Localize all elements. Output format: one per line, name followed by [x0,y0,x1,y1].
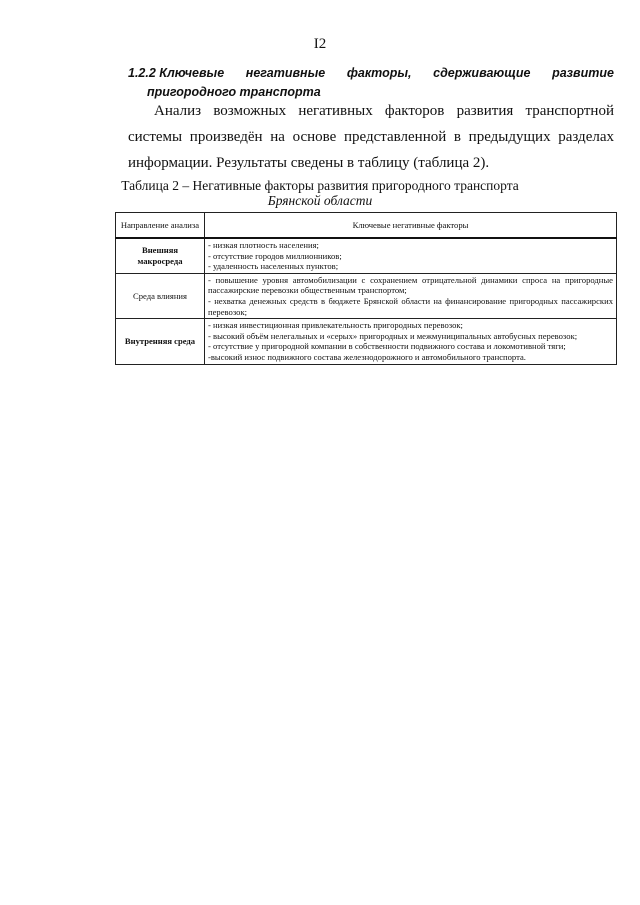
section-heading [128,64,614,102]
factor-item: - отсутствие городов миллионников; [208,250,342,261]
page-number: I2 [313,36,327,52]
heading-word: 1.2.2 Ключевые [128,66,225,80]
table-caption [0,178,640,208]
table-caption-subtitle: Брянской области [267,193,373,208]
factor-item: - отсутствие у пригородной компании в собственности подвижного состава и локомотивной тяги; [208,341,566,352]
factor-item: - низкая инвестиционная привлекательность пригородных перевозок; [208,320,463,331]
factor-item: - повышение уровня автомобилизации с сохранением отрицательной динамики спроса на пригородные пассажирские перевозки общественным транспортом; [208,274,613,296]
factor-item: - нехватка денежных средств в бюджете Брянской области на финансирование пригородных пассажирских перевозок; [208,295,613,317]
factor-item: - высокий объём нелегальных и «серых» пригородных и межмуниципальных автобусных перевозок; [208,330,578,341]
factors-cell [205,273,617,318]
heading-word: развитие [552,66,614,80]
factors-cell [205,319,617,364]
factor-item: - удаленность населенных пунктов; [208,261,339,272]
paragraph-line: Анализ возможных негативных факторов развития транспортной [154,103,614,119]
area-cell: Среда влияния [116,273,205,318]
area-cell: Внешняя макросреда [116,238,205,273]
factor-item: - низкая плотность населения; [208,240,319,250]
paragraph-line: системы произведён на основе представленной в предыдущих разделах [128,129,614,145]
table-caption-title: Таблица 2 – Негативные факторы развития пригородного транспорта [121,178,519,193]
table-row [116,238,617,273]
factors-cell [205,238,617,273]
table-row [116,319,617,364]
area-cell: Внутренняя среда [116,319,205,364]
paragraph-line: информации. Результаты сведены в таблицу (таблица 2). [128,155,490,171]
heading-line2: пригородного транспорта [147,85,321,99]
factors-table [115,212,617,365]
table-header-row [116,213,617,239]
factor-item: -высокий износ подвижного состава железнодорожного и автомобильного транспорта. [208,351,526,362]
table-row [116,273,617,318]
heading-word: негативные [245,66,326,80]
heading-word: сдерживающие [433,66,531,80]
header-area: Направление анализа [116,213,205,239]
body-paragraph [128,98,614,176]
heading-word: факторы, [346,66,412,80]
header-factors: Ключевые негативные факторы [205,213,617,239]
